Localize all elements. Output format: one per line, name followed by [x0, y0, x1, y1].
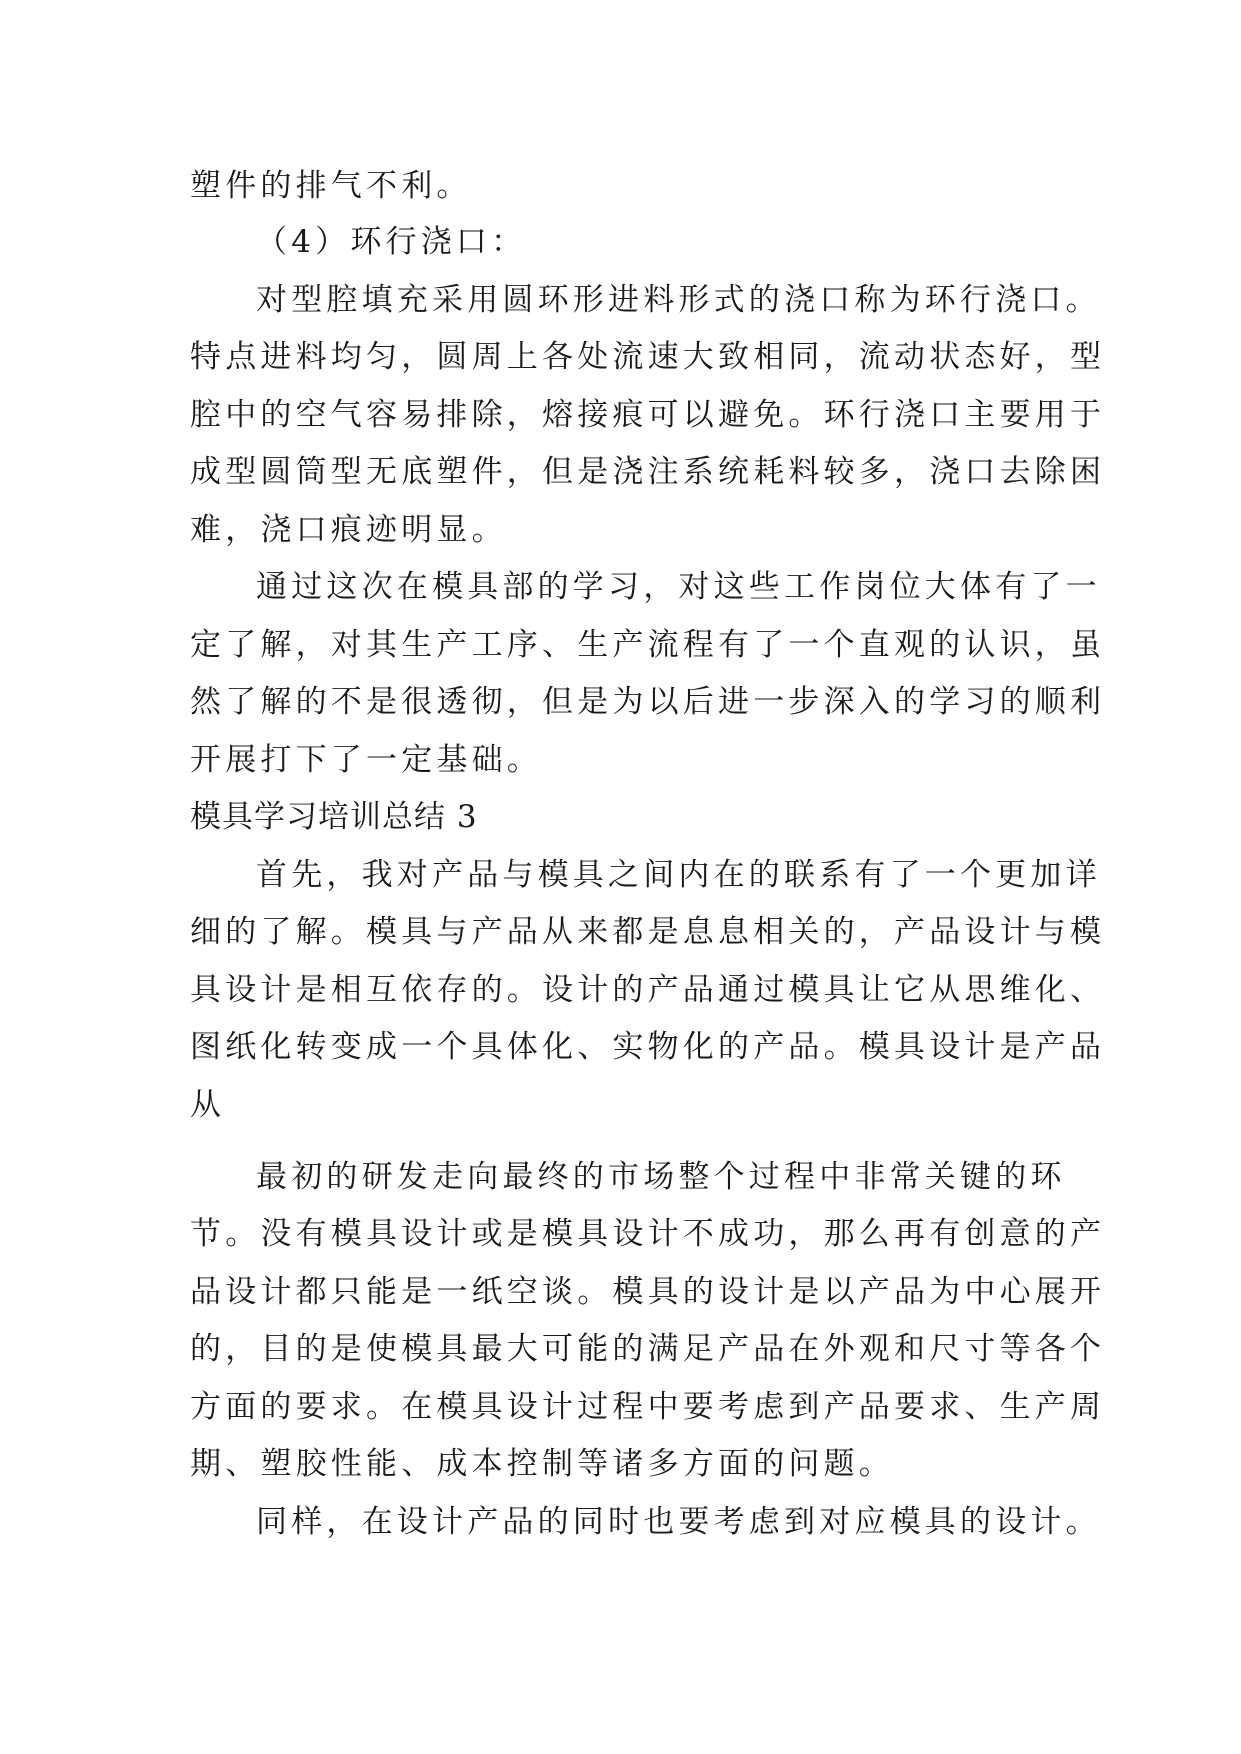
text-line-8: 通过这次在模具部的学习，对这些工作岗位大体有了一 — [256, 569, 1101, 605]
text-line-18: 最初的研发走向最终的市场整个过程中非常关键的环 — [256, 1159, 1066, 1195]
text-line-14: 细的了解。模具与产品从来都是息息相关的，产品设计与模 — [190, 914, 1106, 950]
section-heading: 模具学习培训总结 3 — [190, 799, 478, 835]
text-line-24: 同样，在设计产品的同时也要考虑到对应模具的设计。 — [256, 1504, 1101, 1540]
text-line-17: 从 — [190, 1087, 226, 1123]
text-line-15: 具设计是相互依存的。设计的产品通过模具让它从思维化、 — [190, 972, 1106, 1008]
text-line-5: 腔中的空气容易排除，熔接痕可以避免。环行浇口主要用于 — [190, 397, 1106, 433]
text-line-21: 的，目的是使模具最大可能的满足产品在外观和尺寸等各个 — [190, 1331, 1106, 1367]
text-line-19: 节。没有模具设计或是模具设计不成功，那么再有创意的产 — [190, 1216, 1106, 1252]
text-line-16: 图纸化转变成一个具体化、实物化的产品。模具设计是产品 — [190, 1029, 1106, 1065]
text-line-9: 定了解，对其生产工序、生产流程有了一个直观的认识，虽 — [190, 627, 1106, 663]
text-line-22: 方面的要求。在模具设计过程中要考虑到产品要求、生产周 — [190, 1389, 1106, 1425]
text-line-7: 难，浇口痕迹明显。 — [190, 512, 507, 548]
text-line-1: 塑件的排气不利。 — [190, 168, 472, 204]
text-line-2: （4）环行浇口： — [256, 224, 527, 260]
text-line-23: 期、塑胶性能、成本控制等诸多方面的问题。 — [190, 1446, 894, 1482]
text-line-3: 对型腔填充采用圆环形进料形式的浇口称为环行浇口。 — [256, 282, 1101, 318]
text-line-6: 成型圆筒型无底塑件，但是浇注系统耗料较多，浇口去除困 — [190, 454, 1106, 490]
text-line-11: 开展打下了一定基础。 — [190, 742, 542, 778]
text-line-4: 特点进料均匀，圆周上各处流速大致相同，流动状态好，型 — [190, 339, 1106, 375]
text-line-13: 首先，我对产品与模具之间内在的联系有了一个更加详 — [256, 857, 1101, 893]
text-line-20: 品设计都只能是一纸空谈。模具的设计是以产品为中心展开 — [190, 1274, 1106, 1310]
text-line-10: 然了解的不是很透彻，但是为以后进一步深入的学习的顺利 — [190, 684, 1106, 720]
